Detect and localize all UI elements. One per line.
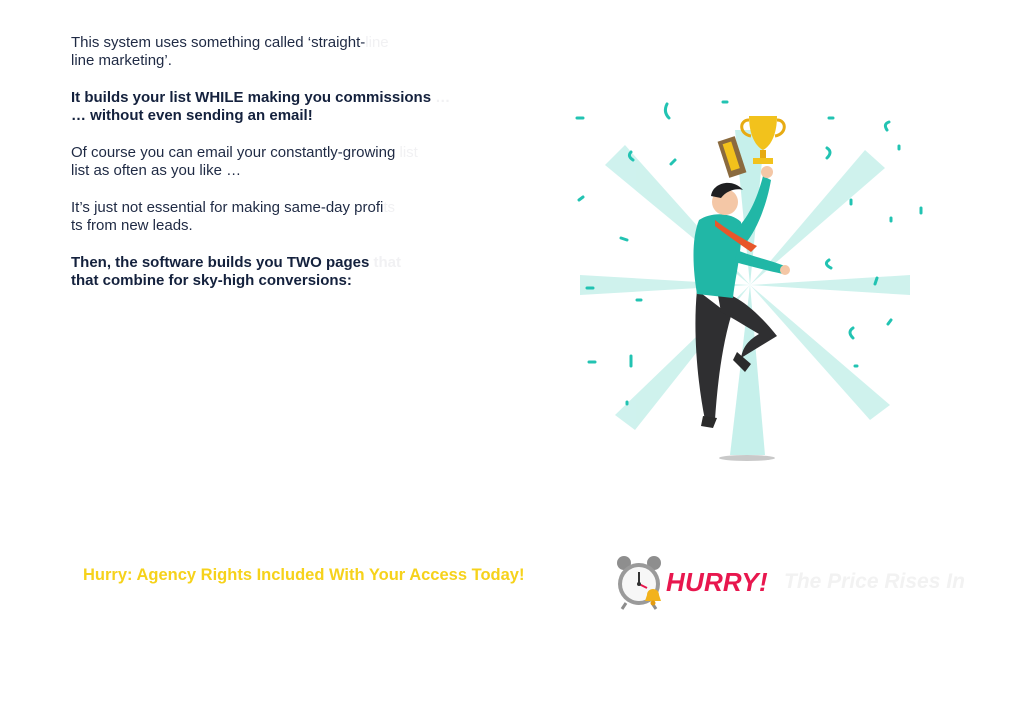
alarm-clock-icon <box>614 553 666 613</box>
paragraph-line: It’s just not essential for making same-day profi <box>71 199 384 216</box>
paragraph-line: Then, the software builds you TWO pages <box>71 254 370 271</box>
paragraph-line: list as often as you like … <box>71 162 242 179</box>
ghost-text: ts <box>383 199 396 216</box>
paragraph-line: line marketing’. <box>71 52 172 69</box>
paragraph-email-list <box>71 144 491 180</box>
hurry-countdown-banner <box>614 553 965 615</box>
light-rays <box>580 130 910 455</box>
paragraph-line: It builds your list WHILE making you commissions <box>71 89 432 106</box>
ghost-text: list <box>395 144 418 161</box>
price-rises-label: The Price Rises In <box>784 570 965 593</box>
floor-shadow <box>719 455 775 461</box>
paragraph-line: Of course you can email your constantly-growing <box>71 144 396 161</box>
paragraph-builds-list <box>71 89 491 125</box>
paragraph-two-pages <box>71 254 491 290</box>
hurry-label: HURRY! <box>666 567 768 597</box>
paragraph-line: ts from new leads. <box>71 217 193 234</box>
sales-copy <box>71 34 491 290</box>
paragraph-straight-line <box>71 34 491 70</box>
ghost-text: … <box>431 89 451 106</box>
paragraph-line: This system uses something called ‘straight- <box>71 34 366 51</box>
paragraph-same-day-profits <box>71 199 491 235</box>
hurry-agency-rights-note: Hurry: Agency Rights Included With Your Access Today! <box>83 566 525 584</box>
paragraph-line: that combine for sky-high conversions: <box>71 272 352 289</box>
celebrating-man-trophy-illustration <box>565 90 935 470</box>
ghost-text: that <box>369 254 402 271</box>
paragraph-line: … without even sending an email! <box>71 107 313 124</box>
ghost-text: line <box>365 34 389 51</box>
